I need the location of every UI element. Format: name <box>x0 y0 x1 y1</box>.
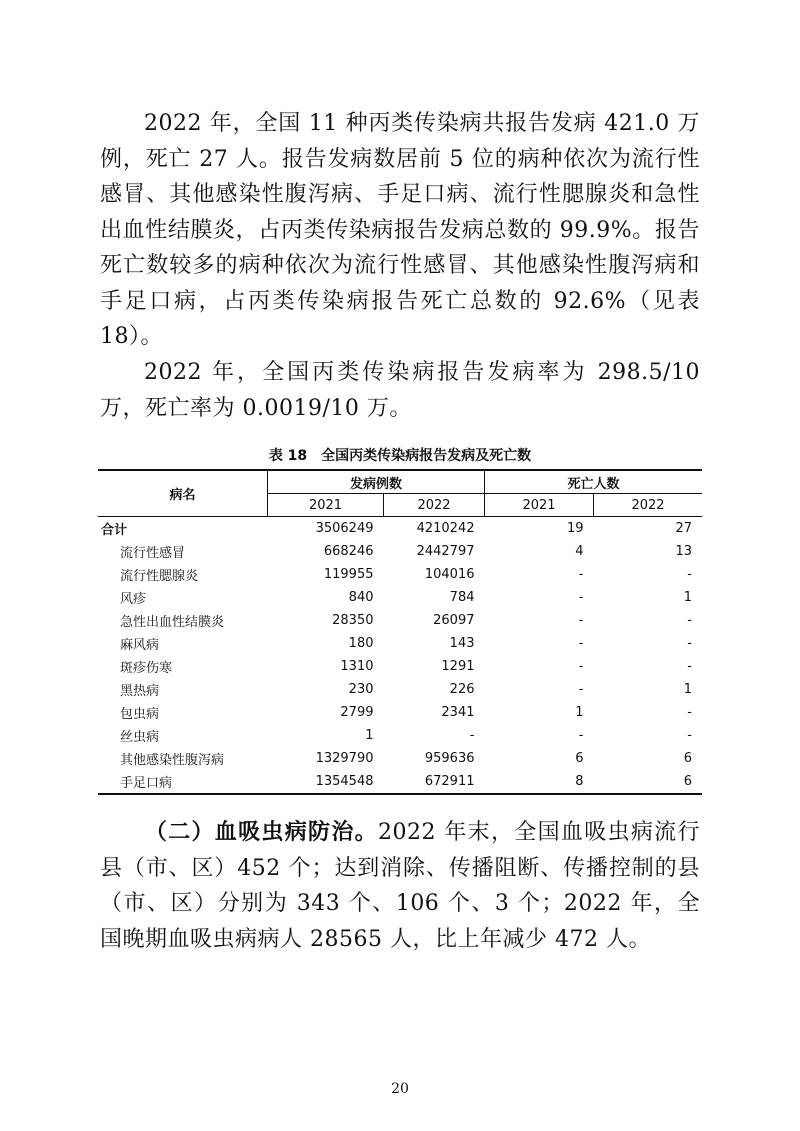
deaths-2022-cell: - <box>687 728 692 743</box>
deaths-2021-cell: - <box>578 613 584 628</box>
class-c-disease-table <box>98 469 702 795</box>
deaths-2021-cell: 6 <box>575 751 584 766</box>
deaths-2022-cell: 1 <box>683 590 692 605</box>
cases-2021-cell: 668246 <box>323 544 374 559</box>
deaths-2021-cell: - <box>578 682 584 697</box>
cases-2021-cell: 1329790 <box>315 751 374 766</box>
header-cases: 发病例数 <box>268 470 485 494</box>
deaths-2022-cell: - <box>687 659 692 674</box>
cases-2022-cell: 2341 <box>441 705 475 720</box>
paragraph-text: 2022 年末，全国血吸虫病流行县（市、区）452 个；达到消除、传播阻断、传播控制的县（市、区）分别为 343 个、106 个、3 个；2022 年，全国晚期血吸虫病病人 28565 人，比上年减少 472 人。 <box>100 820 700 952</box>
cases-2022-cell: 672911 <box>384 770 485 794</box>
deaths-2022-cell: 6 <box>683 751 692 766</box>
deaths-2022-cell: - <box>687 705 692 720</box>
cases-2022-cell: 26097 <box>433 613 475 628</box>
cases-2022-cell: - <box>469 728 475 743</box>
deaths-2021-cell: - <box>578 728 584 743</box>
paragraph-class-c-summary <box>100 106 700 355</box>
deaths-2022-cell: - <box>687 567 692 582</box>
cases-2022-cell: 959636 <box>424 751 475 766</box>
cases-2022-cell: 143 <box>449 636 475 651</box>
table-row <box>98 770 702 794</box>
cases-2021-cell: 1 <box>365 728 374 743</box>
cases-2021-cell: 1354548 <box>268 770 384 794</box>
deaths-2022-cell: 13 <box>675 544 692 559</box>
header-year: 2022 <box>594 494 703 517</box>
disease-name-cell: 风疹 <box>120 592 147 607</box>
disease-name-cell: 黑热病 <box>120 684 160 699</box>
deaths-2021-cell: - <box>578 659 584 674</box>
cases-2021-cell: 2799 <box>340 705 374 720</box>
cases-2022-cell: 104016 <box>424 567 475 582</box>
table-title: 表 18 全国丙类传染病报告发病及死亡数 <box>268 448 532 464</box>
paragraph-text: 2022 年，全国丙类传染病报告发病率为 298.5/10 万，死亡率为 0.0019/10 万。 <box>100 360 700 421</box>
disease-name-cell: 急性出血性结膜炎 <box>120 615 225 630</box>
deaths-2021-cell: 4 <box>575 544 584 559</box>
table-row <box>98 747 702 770</box>
disease-name-cell: 流行性感冒 <box>120 546 186 561</box>
paragraph-text: 2022 年，全国 11 种丙类传染病共报告发病 421.0 万例，死亡 27 人。报告发病数居前 5 位的病种依次为流行性感冒、其他感染性腹泻病、手足口病、流行性腮腺炎和急性出血性结膜炎，占丙类传染病报告发病总数的 99.9%。报告死亡数较多的病种依次为流行性感冒、其他感染性腹泻病和手足口病，占丙类传染病报告死亡总数的 92.6%（见表 18）。 <box>100 111 700 349</box>
table-row <box>98 563 702 586</box>
disease-name-cell: 合计 <box>101 523 128 538</box>
disease-name-cell: 麻风病 <box>120 638 160 653</box>
cases-2021-cell: 1310 <box>340 659 374 674</box>
deaths-2021-cell: 1 <box>575 705 584 720</box>
cases-2021-cell: 3506249 <box>315 521 374 536</box>
deaths-2022-cell: - <box>687 636 692 651</box>
paragraph-class-c-rates <box>100 355 700 426</box>
table-row <box>98 540 702 563</box>
table-row <box>98 632 702 655</box>
header-disease-name: 病名 <box>98 470 268 517</box>
table-row <box>98 655 702 678</box>
table-row <box>98 609 702 632</box>
section-heading: （二）血吸虫病防治。 <box>144 820 379 845</box>
disease-name-cell: 丝虫病 <box>120 730 160 745</box>
deaths-2021-cell: - <box>578 590 584 605</box>
cases-2022-cell: 1291 <box>441 659 475 674</box>
header-year: 2022 <box>384 494 485 517</box>
deaths-2022-cell: 27 <box>675 521 692 536</box>
cases-2021-cell: 230 <box>348 682 374 697</box>
cases-2022-cell: 2442797 <box>416 544 475 559</box>
deaths-2022-cell: 1 <box>683 682 692 697</box>
header-deaths: 死亡人数 <box>485 470 703 494</box>
disease-name-cell: 流行性腮腺炎 <box>120 569 199 584</box>
table-row <box>98 517 702 541</box>
deaths-2021-cell: - <box>578 636 584 651</box>
table-row <box>98 678 702 701</box>
disease-name-cell: 手足口病 <box>98 770 268 794</box>
deaths-2022-cell: 6 <box>594 770 703 794</box>
deaths-2021-cell: 8 <box>485 770 594 794</box>
disease-name-cell: 斑疹伤寒 <box>120 661 173 676</box>
cases-2022-cell: 4210242 <box>416 521 475 536</box>
deaths-2021-cell: 19 <box>566 521 584 536</box>
cases-2021-cell: 119955 <box>323 567 374 582</box>
cases-2022-cell: 784 <box>449 590 475 605</box>
cases-2021-cell: 840 <box>348 590 374 605</box>
disease-name-cell: 其他感染性腹泻病 <box>120 753 225 768</box>
page-number: 20 <box>391 1081 409 1097</box>
disease-name-cell: 包虫病 <box>120 707 160 722</box>
header-year: 2021 <box>485 494 594 517</box>
header-year: 2021 <box>268 494 384 517</box>
table-row <box>98 724 702 747</box>
paragraph-schistosomiasis <box>100 815 700 957</box>
deaths-2021-cell: - <box>578 567 584 582</box>
cases-2021-cell: 28350 <box>332 613 374 628</box>
cases-2021-cell: 180 <box>348 636 374 651</box>
table-row <box>98 586 702 609</box>
table-row <box>98 701 702 724</box>
deaths-2022-cell: - <box>687 613 692 628</box>
cases-2022-cell: 226 <box>449 682 475 697</box>
